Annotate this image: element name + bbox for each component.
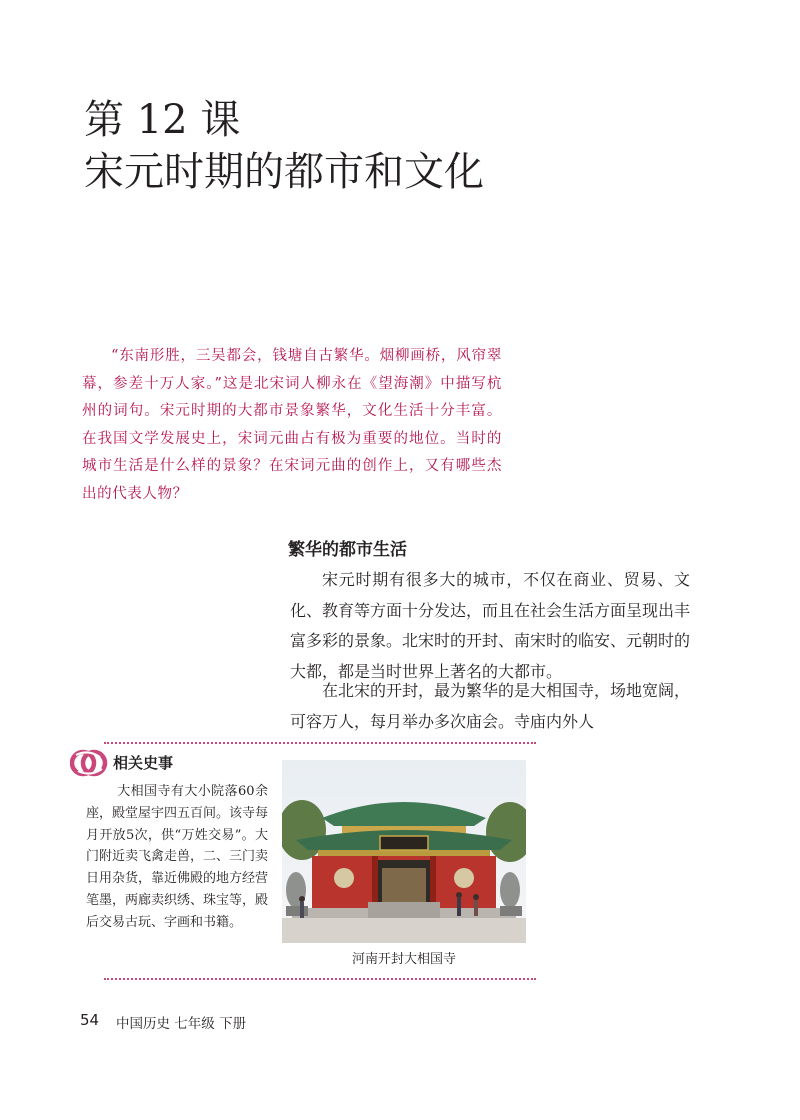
photo-caption: 河南开封大相国寺 xyxy=(351,952,456,967)
temple-photo xyxy=(282,760,526,943)
lesson-title: 宋元时期的都市和文化 xyxy=(84,149,484,195)
book-title: 中国历史 七年级 下册 xyxy=(116,1016,247,1032)
sidebar-divider-top xyxy=(104,742,536,744)
body-paragraph: 宋元时期有很多大的城市，不仅在商业、贸易、文化、教育等方面十分发达，而且在社会生活方面呈现出丰富多彩的景象。北宋时的开封、南宋时的临安、元朝时的大都，都是当时世界上著名的大都市。 xyxy=(290,570,691,681)
page-number: 54 xyxy=(80,1011,100,1029)
section-heading: 繁华的都市生活 xyxy=(288,540,407,560)
body-paragraph: 在北宋的开封，最为繁华的是大相国寺，场地宽阔，可容万人，每月举办多次庙会。寺庙内外人 xyxy=(290,681,691,731)
sidebar-text: 大相国寺有大小院落60余座，殿堂屋宇四五百间。该寺每月开放5次，供“万姓交易”。大门附近卖飞禽走兽，二、三门卖日用杂货，靠近佛殿的地方经营笔墨，两廊卖织绣、珠宝等，殿后交易古玩、字画和书籍。 xyxy=(86,784,269,930)
intro-paragraph: “东南形胜，三吴都会，钱塘自古繁华。烟柳画桥，风帘翠幕，参差十万人家。”这是北宋词人柳永在《望海潮》中描写杭州的词句。宋元时期的大都市景象繁华，文化生活十分丰富。在我国文学发展史上，宋词元曲占有极为重要的地位。当时的城市生活是什么样的景象？在宋词元曲的创作上，又有哪些杰出的代表人物？ xyxy=(82,348,502,502)
related-history-icon xyxy=(70,745,110,781)
lesson-number: 第 12 课 xyxy=(84,97,241,143)
sidebar-divider-bottom xyxy=(104,978,536,980)
sidebar-title: 相关史事 xyxy=(113,754,174,772)
